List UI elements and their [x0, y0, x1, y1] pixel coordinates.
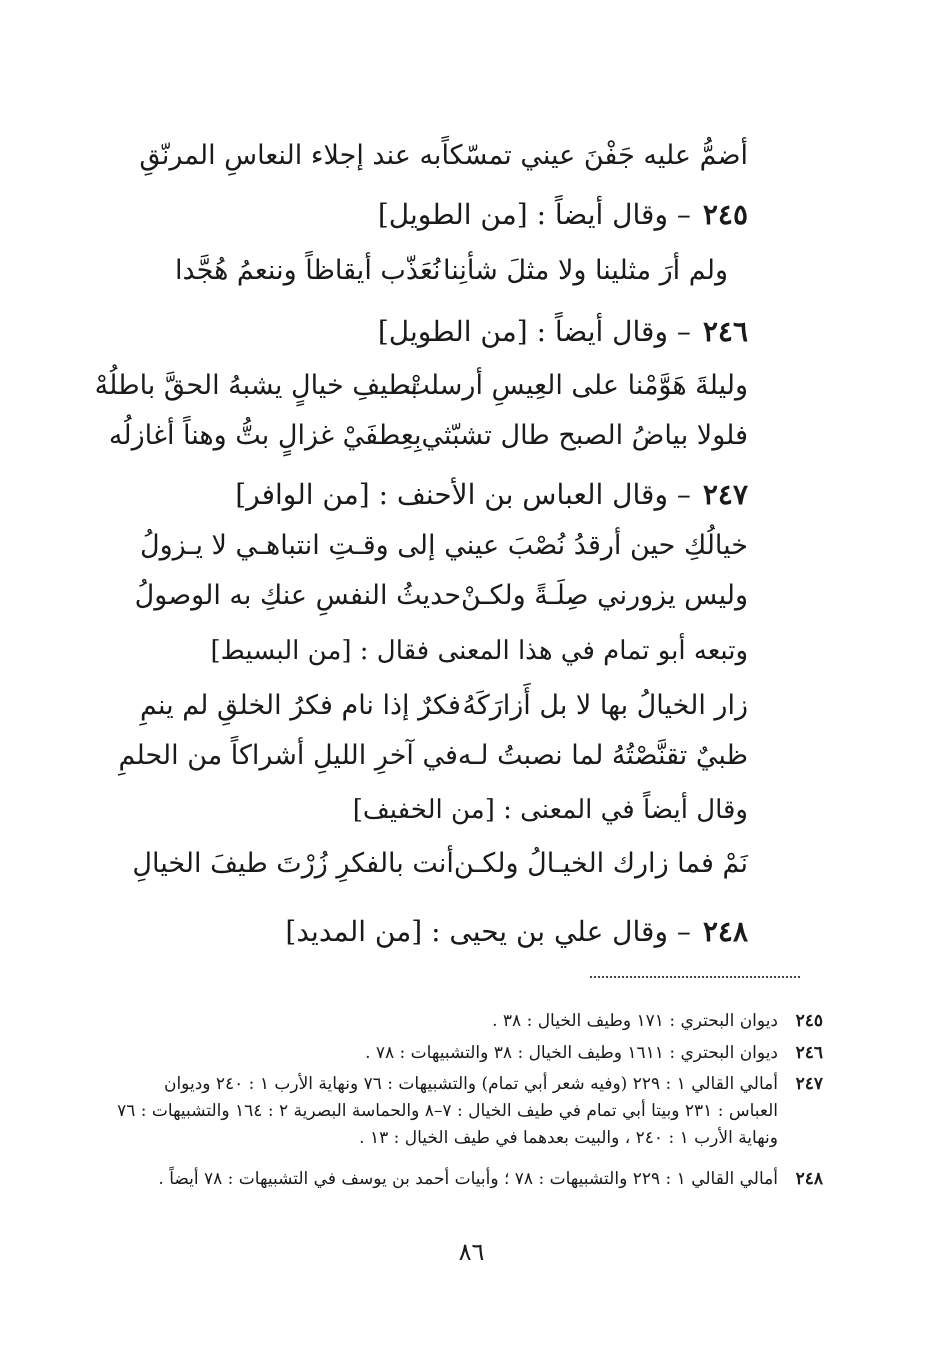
- entry-heading-text: – وقال علي بن يحيى : [من المديد]: [285, 915, 691, 948]
- hemistich-first: زار الخيالُ بها لا بل أَزارَكَهُ: [462, 690, 748, 721]
- hemistich-first: ولم أرَ مثلينا ولا مثلَ شأنِنا: [443, 255, 728, 286]
- hemistich-second: إلى وقـتِ انتباهـي لا يـزولُ: [140, 530, 436, 561]
- entry-number: ٢٤٧: [702, 478, 748, 511]
- verse-line: [140, 140, 748, 171]
- footnote-number: ٢٤٨: [795, 1169, 823, 1189]
- hemistich-second: حديثُ النفسِ عنكِ به الوصولُ: [134, 580, 462, 611]
- footnote-number: ٢٤٥: [795, 1011, 823, 1031]
- entry-heading-247: [140, 478, 748, 511]
- verse-line: [175, 255, 728, 286]
- footnote: [115, 1166, 823, 1193]
- footnote-number: ٢٤٦: [795, 1043, 823, 1063]
- hemistich-first: أضمُّ عليه جَفْنَ عيني تمسّكاً: [441, 140, 748, 171]
- hemistich-first: فلولا بياضُ الصبح طال تشبّثي: [421, 420, 748, 451]
- hemistich-first: وليس يزورني صِلَـةً ولكـنْ: [461, 580, 748, 611]
- hemistich-second: به عند إجلاء النعاسِ المرنّقِ: [139, 140, 442, 171]
- entry-heading-245: [140, 198, 748, 231]
- hemistich-first: ظبيٌ تقنَّصْتُهُ لما نصبتُ لـه: [457, 740, 748, 771]
- hemistich-second: أنت بالفكرِ زُرْتَ طيفَ الخيالِ: [132, 848, 454, 879]
- footnote-separator: [590, 976, 800, 978]
- hemistich-second: فكرٌ إذا نام فكرُ الخلقِ لم ينمِ: [140, 690, 461, 721]
- hemistich-first: خيالُكِ حين أرقدُ نُصْبَ عيني: [444, 530, 748, 561]
- hemistich-second: بِعِطفَيْ غزالٍ بتُّ وهناً أغازلُه: [108, 420, 422, 451]
- footnote: [115, 1008, 823, 1035]
- verse-line: [134, 580, 748, 611]
- hemistich-second: نُعَذّب أيقاظاً وننعمُ هُجَّدا: [175, 255, 441, 286]
- verse-line: [108, 420, 748, 451]
- footnote-number: ٢٤٧: [795, 1074, 823, 1094]
- page-number: ٨٦: [458, 1238, 485, 1266]
- verse-line: [140, 530, 748, 561]
- verse-line: [94, 370, 748, 401]
- entry-number: ٢٤٥: [702, 198, 748, 231]
- hemistich-first: نَمْ فما زارك الخيـالُ ولكـن: [453, 848, 748, 879]
- footnote-text: ديوان البحتري : ١٧١ وطيف الخيال : ٣٨ .: [492, 1011, 778, 1031]
- prose-line: وتبعه أبو تمام في هذا المعنى فقال : [من البسيط]: [210, 636, 748, 666]
- prose-line: وقال أيضاً في المعنى : [من الخفيف]: [352, 795, 748, 825]
- entry-number: ٢٤٨: [702, 915, 748, 948]
- hemistich-second: بطيفِ خيالٍ يشبهُ الحقَّ باطلُهْ: [94, 370, 418, 401]
- footnote-text: أمالي القالي ١ : ٢٢٩ والتشبيهات : ٧٨ ؛ وأبيات أحمد بن يوسف في التشبيهات : ٧٨ أيضاً .: [158, 1169, 778, 1189]
- entry-heading-text: – وقال أيضاً : [من الطويل]: [377, 198, 691, 231]
- footnote-text: أمالي القالي ١ : ٢٢٩ (وفيه شعر أبي تمام) والتشبيهات : ٧٦ ونهاية الأرب ١ : ٢٤٠ وديوان العباس : ٢٣١ وبيتا أبي تمام في طيف الخيال : ٧–٨ والحماسة البصرية ٢ : ١٦٤ والتشبيهات : ٧٦ ونهاية الأرب ١ : ٢٤٠ ، والبيت بعدهما في طيف الخيال : ١٣ .: [117, 1074, 778, 1148]
- entry-heading-text: – وقال العباس بن الأحنف : [من الوافر]: [235, 478, 691, 511]
- hemistich-second: في آخرِ الليلِ أشراكاً من الحلمِ: [118, 740, 458, 771]
- verse-line: [140, 690, 748, 721]
- verse-line: [118, 740, 748, 771]
- footnote: [115, 1040, 823, 1067]
- entry-heading-246: [140, 315, 748, 348]
- verse-line: [132, 848, 748, 879]
- entry-number: ٢٤٦: [702, 315, 748, 348]
- entry-heading-248: [140, 915, 748, 948]
- entry-heading-text: – وقال أيضاً : [من الطويل]: [377, 315, 691, 348]
- hemistich-first: وليلةَ هَوَّمْنا على العِيسِ أرسلتْ: [404, 370, 748, 401]
- footnote-text: ديوان البحتري : ١٦١١ وطيف الخيال : ٣٨ والتشبيهات : ٧٨ .: [365, 1043, 778, 1063]
- footnote: [115, 1071, 823, 1152]
